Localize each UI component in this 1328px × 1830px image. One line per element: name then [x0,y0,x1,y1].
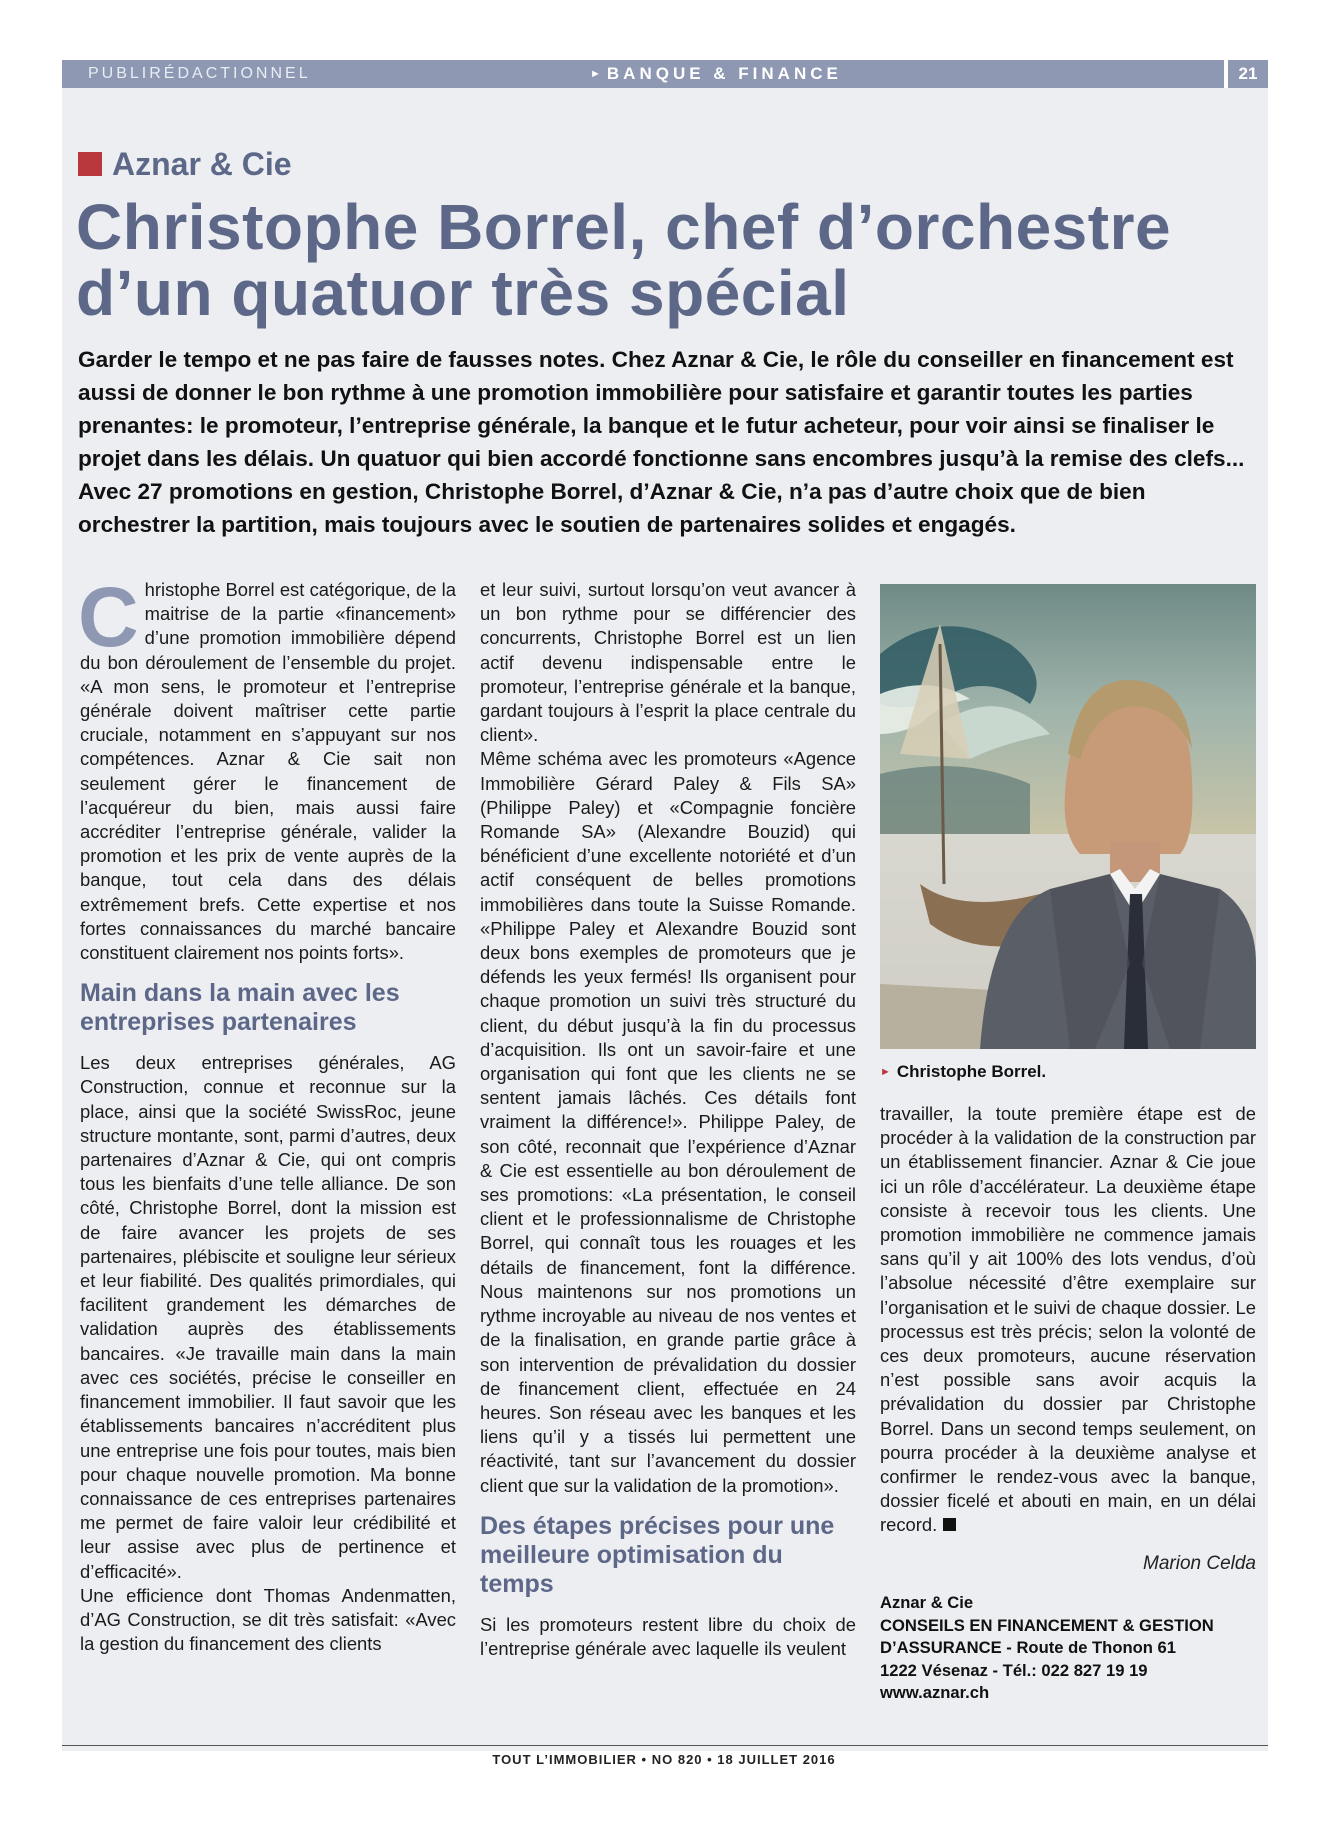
portrait-illustration [880,584,1256,1049]
category-text: BANQUE & FINANCE [606,64,842,83]
footer-rule [62,1745,1268,1746]
drop-cap: C [78,570,139,664]
paragraph-text: travailler, la toute première étape est de procéder à la validation de la construction par un établissement financier. Aznar & Cie joue ici un rôle d’accélérateur. La deuxième étape consiste à recevoir tous les clients. Une promotion immobilière ne commence jamais sans qu’il y ait 100% des lots vendus, d’où l’absolue nécessité d’être exemplaire sur l’organisation et le suivi de chaque dossier. Le processus est très précis; selon la volonté de ces deux promoteurs, aucune réservation n’est possible sans avoir acquis la prévalidation du dossier par Christophe Borrel. Dans un second temps seulement, on pourra procéder à la deuxième analyse et confirmer le rendez-vous avec la banque, dossier ficelé et abouti en main, en un délai record. [880,1103,1256,1536]
paragraph: et leur suivi, surtout lorsqu’on veut avancer à un bon rythme pour se différencier des concurrents, Christophe Borrel est un lien actif devenu indispensable entre le promoteur, l’entreprise générale et la banque, gardant toujours à l’esprit la place centrale du client». [480,579,856,746]
kicker-text: Aznar & Cie [112,146,292,182]
subheading: Des étapes précises pour une meilleure optimisation du temps [480,1511,835,1598]
caption-text: Christophe Borrel. [896,1062,1047,1081]
paragraph: Même schéma avec les promoteurs «Agence Immobilière Gérard Paley & Fils SA» (Philippe Paley) et «Compagnie foncière Romande SA» (Alexandre Bouzid) qui bénéficient d’une excellente notoriété et d’un actif conséquent de belles promotions immobilières dans toute la Suisse Romande. «Philippe Paley et Alexandre Bouzid sont deux bons exemples de promoteurs que je défends les yeux fermés! Ils organisent pour chaque promotion un suivi très structuré du client, du début jusqu’à la fin du processus d’acquisition. Ils ont un savoir-faire et une organisation qui font que les clients ne se sentent jamais lâchés. Ces détails font vraiment la différence!». Philippe Paley, de son côté, reconnait que l’expérience d’Aznar & Cie est essentielle au bon déroulement de ses promotions: «La présentation, le conseil client et le professionnalisme de Christophe Borrel, qui connaît tous les rouages et les détails de financement, font la différence. Nous maintenons sur nos promotions un rythme incroyable au niveau de nos ventes et de la finalisation, en grande partie grâce à son intervention de prévalidation du dossier de financement client, effectuée en 24 heures. Son réseau avec les banques et les liens qu’il y a tissés lui permettent une réactivité, tant sur l’avancement du dossier client que sur la validation de la promotion». [480,748,856,1496]
triangle-icon: ► [590,68,601,80]
footer-text: TOUT L’IMMOBILIER • NO 820 • 18 JUILLET 2016 [492,1752,836,1767]
author-signature: Marion Celda [1143,1553,1256,1574]
paragraph: Les deux entreprises générales, AG Construction, connue et reconnue sur la place, ainsi que la société SwissRoc, jeune structure montante, sont, parmi d’autres, deux partenaires d’Aznar & Cie, qui ont compris tous les bienfaits d’une telle alliance. De son côté, Christophe Borrel, dont la mission est de faire avancer les projets de ses partenaires, plébiscite et souligne leur sérieux et leur fiabilité. Des qualités primordiales, qui facilitent grandement les démarches de validation auprès des établissements bancaires. «Je travaille main dans la main avec ces sociétés, précise le conseiller en financement immobilier. Il faut savoir que les établissements bancaires n’accréditent plus une entreprise une fois pour toutes, mais bien pour chaque nouvelle promotion. Ma bonne connaissance de ces entreprises partenaires me permet de faire valoir leur crédibilité et leur assise avec plus de pertinence et d’efficacité». [80,1052,456,1582]
article-title [76,191,1256,329]
paragraph [78,570,456,965]
company-website: www.aznar.ch [880,1683,990,1703]
subheading: Main dans la main avec les entreprises partenaires [80,979,400,1037]
company-info [880,1592,1260,1705]
company-line: 1222 Vésenaz - Tél.: 022 827 19 19 [880,1660,1148,1680]
red-square-icon [78,152,102,176]
paragraph: Si les promoteurs restent libre du choix de l’entreprise générale avec laquelle ils veulent [480,1613,856,1659]
page-number: 21 [1238,64,1258,83]
text-column-1 [78,570,456,1656]
company-name: Aznar & Cie [880,1593,974,1612]
paragraph: Une efficience dont Thomas Andenmatten, d’AG Construction, se dit très satisfait: «Avec la gestion du financement des clients [80,1584,456,1655]
category-label [590,64,842,84]
end-mark-icon [943,1518,956,1531]
article-kicker [78,146,292,183]
paragraph [880,1102,1256,1538]
article-lead: Garder le tempo et ne pas faire de fausses notes. Chez Aznar & Cie, le rôle du conseiller en financement est aussi de donner le bon rythme à une promotion immobilière pour satisfaire et garantir toutes les parties prenantes: le promoteur, l’entreprise générale, la banque et le futur acheteur, pour voir ainsi se finaliser le projet dans les délais. Un quatuor qui bien accordé fonctionne sans encombres jusqu’à la remise des clefs... Avec 27 promotions en gestion, Christophe Borrel, d’Aznar & Cie, n’a pas d’autre choix que de bien orchestrer la partition, mais toujours avec le soutien de partenaires solides et engagés. [78,347,1245,537]
section-label: PUBLIRÉDACTIONNEL [88,65,311,82]
photo-caption [880,1062,1046,1082]
company-line: CONSEILS EN FINANCEMENT & GESTION [880,1615,1214,1635]
company-line: D’ASSURANCE - Route de Thonon 61 [880,1638,1176,1658]
title-line-2: d’un quatuor très spécial [76,257,850,329]
paragraph-text: hristophe Borrel est catégorique, de la maitrise de la partie «financement» d’une promotion immobilière dépend du bon déroulement de l’ensemble du projet. «A mon sens, le promoteur et l’entreprise générale doivent maîtriser cette partie cruciale, notamment en s’appuyant sur nos compétences. Aznar & Cie sait non seulement gérer le financement de l’acquéreur du bien, mais aussi faire accréditer l’entreprise générale, valider la promotion et les prix de vente auprès de la banque, tout cela dans des délais extrêmement brefs. Cette expertise et nos fortes connaissances du marché bancaire constituent clairement nos points forts». [80,579,456,964]
triangle-icon: ► [880,1066,891,1078]
text-column-2 [480,578,856,1661]
title-line-1: Christophe Borrel, chef d’orchestre [76,191,1172,263]
header-bar [62,60,1268,88]
text-column-3 [880,1102,1256,1538]
portrait-photo [880,584,1256,1049]
